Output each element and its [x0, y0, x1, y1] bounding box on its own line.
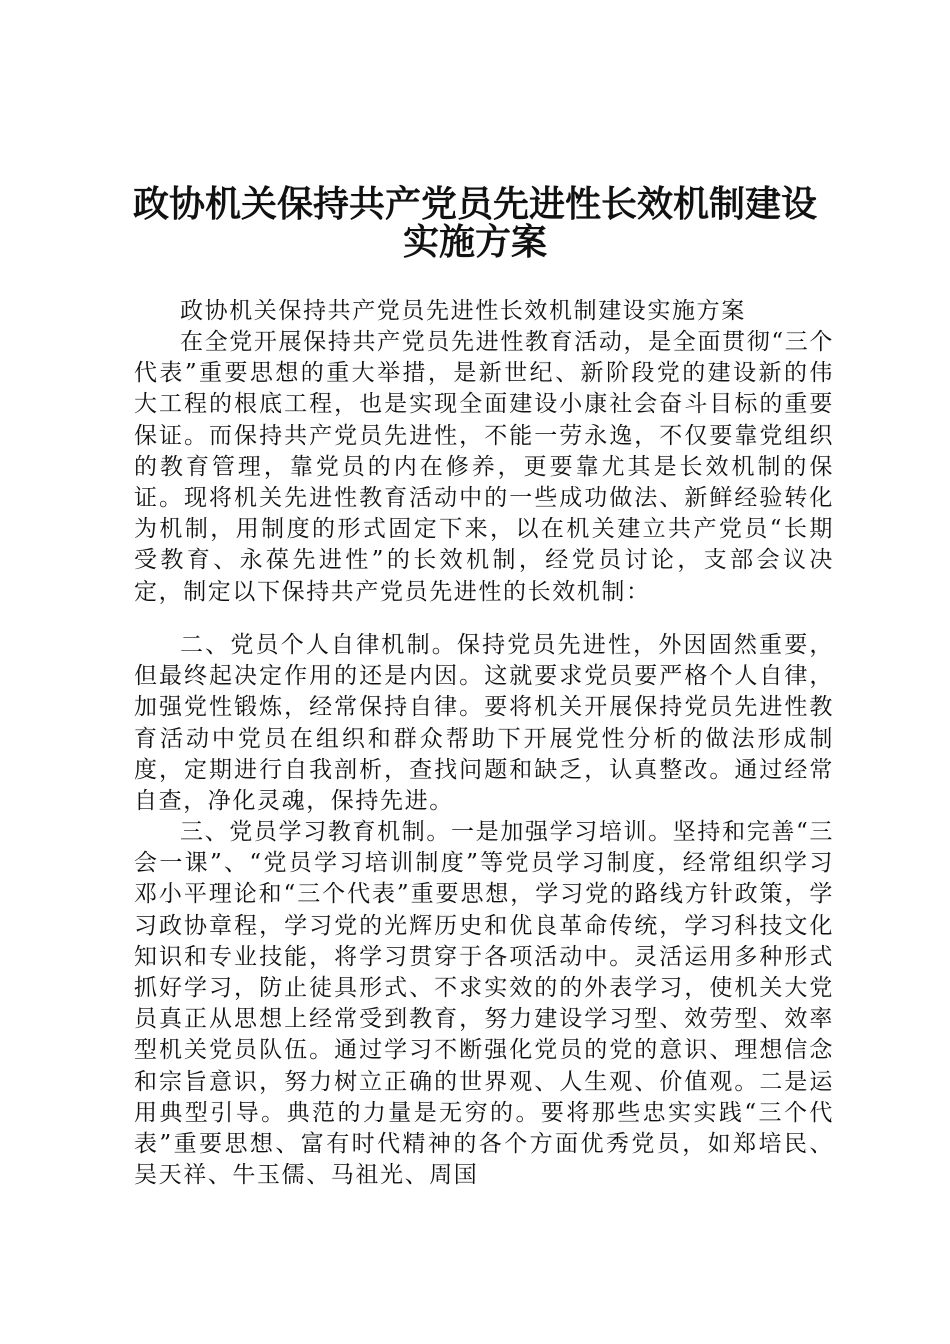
document-subtitle: 政协机关保持共产党员先进性长效机制建设实施方案 [180, 298, 746, 324]
paragraph-study-education: 三、党员学习教育机制。一是加强学习培训。坚持和完善“三会一课”、“党员学习培训制度”等党员学习制度，经常组织学习邓小平理论和“三个代表”重要思想，学习党的路线方针政策，学习政协章程，学习党的光辉历史和优良革命传统，学习科技文化知识和专业技能，将学习贯穿于各项活动中。灵活运用多种形式抓好学习，防止徒具形式、不求实效的的外表学习，使机关大党员真正从思想上经常受到教育，努力建设学习型、效劳型、效率型机关党员队伍。通过学习不断强化党员的党的意识、理想信念和宗旨意识，努力树立正确的世界观、人生观、价值观。二是运用典型引导。典范的力量是无穷的。要将那些忠实实践“三个代表”重要思想、富有时代精神的各个方面优秀党员，如郑培民、吴天祥、牛玉儒、马祖光、周国 [134, 819, 834, 1189]
document-title-line-2: 实施方案 [402, 221, 547, 263]
paragraph-intro: 在全党开展保持共产党员先进性教育活动，是全面贯彻“三个代表”重要思想的重大举措，是新世纪、新阶段党的建设新的伟大工程的根底工程，也是实现全面建设小康社会奋斗目标的重要保证。而保持共产党员先进性，不能一劳永逸，不仅要靠党组织的教育管理，靠党员的内在修养，更要靠尤其是长效机制的保证。现将机关先进性教育活动中的一些成功做法、新鲜经验转化为机制，用制度的形式固定下来，以在机关建立共产党员“长期受教育、永葆先进性”的长效机制，经党员讨论，支部会议决定，制定以下保持共产党员先进性的长效机制： [134, 329, 834, 605]
document-title-line-1: 政协机关保持共产党员先进性长效机制建设 [132, 183, 817, 225]
paragraph-self-discipline: 二、党员个人自律机制。保持党员先进性，外因固然重要，但最终起决定作用的还是内因。这就要求党员要严格个人自律，加强党性锻炼，经常保持自律。要将机关开展保持党员先进性教育活动中党员在组织和群众帮助下开展党性分析的做法形成制度，定期进行自我剖析，查找问题和缺乏，认真整改。通过经常自查，净化灵魂，保持先进。 [134, 632, 834, 815]
